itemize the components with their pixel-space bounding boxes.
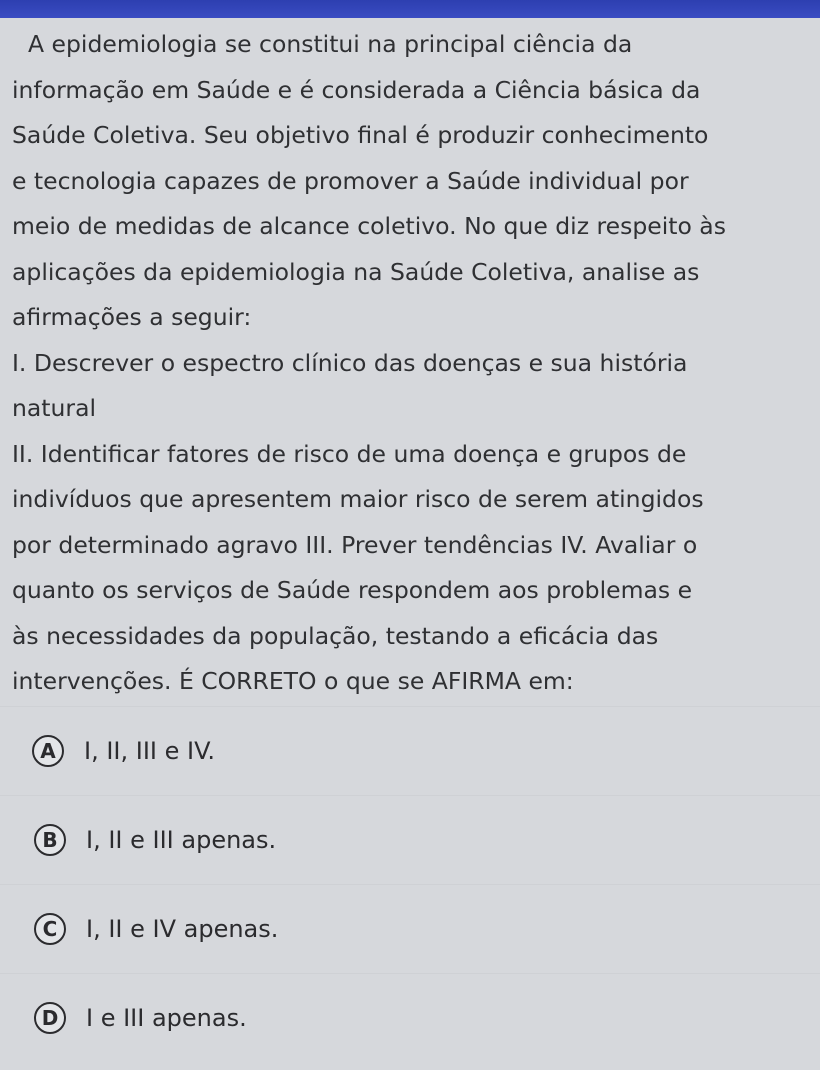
question-line: aplicações da epidemiologia na Saúde Coletiva, analise as: [12, 257, 700, 286]
option-letter-b: B: [34, 824, 66, 856]
statement-line: às necessidades da população, testando a eficácia das: [12, 621, 659, 650]
question-line: A epidemiologia se constitui na principal ciência da: [28, 30, 633, 58]
answer-options: [0, 706, 820, 1062]
statement-line: natural: [12, 394, 96, 422]
statement-line: indivíduos que apresentem maior risco de serem atingidos: [12, 485, 704, 513]
option-letter-a: A: [32, 735, 64, 767]
option-a[interactable]: [0, 706, 820, 795]
question-text: [10, 22, 810, 705]
statement-line: quanto os serviços de Saúde respondem aos problemas e: [12, 576, 693, 604]
option-letter-d: D: [34, 1002, 66, 1034]
top-bar: [0, 0, 820, 18]
option-text-b: I, II e III apenas.: [86, 826, 277, 854]
question-line: meio de medidas de alcance coletivo. No que diz respeito às: [12, 212, 726, 240]
statement-line: intervenções. É CORRETO o que se AFIRMA em:: [12, 667, 574, 695]
question-line: afirmações a seguir:: [12, 303, 252, 331]
statement-line: I. Descrever o espectro clínico das doenças e sua história: [12, 348, 688, 377]
statement-line: por determinado agravo III. Prever tendências IV. Avaliar o: [12, 530, 698, 559]
question-line: Saúde Coletiva. Seu objetivo final é produzir conhecimento: [12, 121, 709, 149]
option-letter-c: C: [34, 913, 66, 945]
option-text-d: I e III apenas.: [86, 1004, 247, 1032]
option-d[interactable]: [0, 973, 820, 1062]
question-line: informação em Saúde e é considerada a Ciência básica da: [12, 75, 701, 104]
question-line: e tecnologia capazes de promover a Saúde individual por: [12, 166, 689, 195]
option-text-a: I, II, III e IV.: [84, 737, 216, 765]
option-text-c: I, II e IV apenas.: [86, 915, 279, 943]
option-c[interactable]: [0, 884, 820, 973]
option-b[interactable]: [0, 795, 820, 884]
statement-line: II. Identificar fatores de risco de uma doença e grupos de: [12, 439, 687, 468]
